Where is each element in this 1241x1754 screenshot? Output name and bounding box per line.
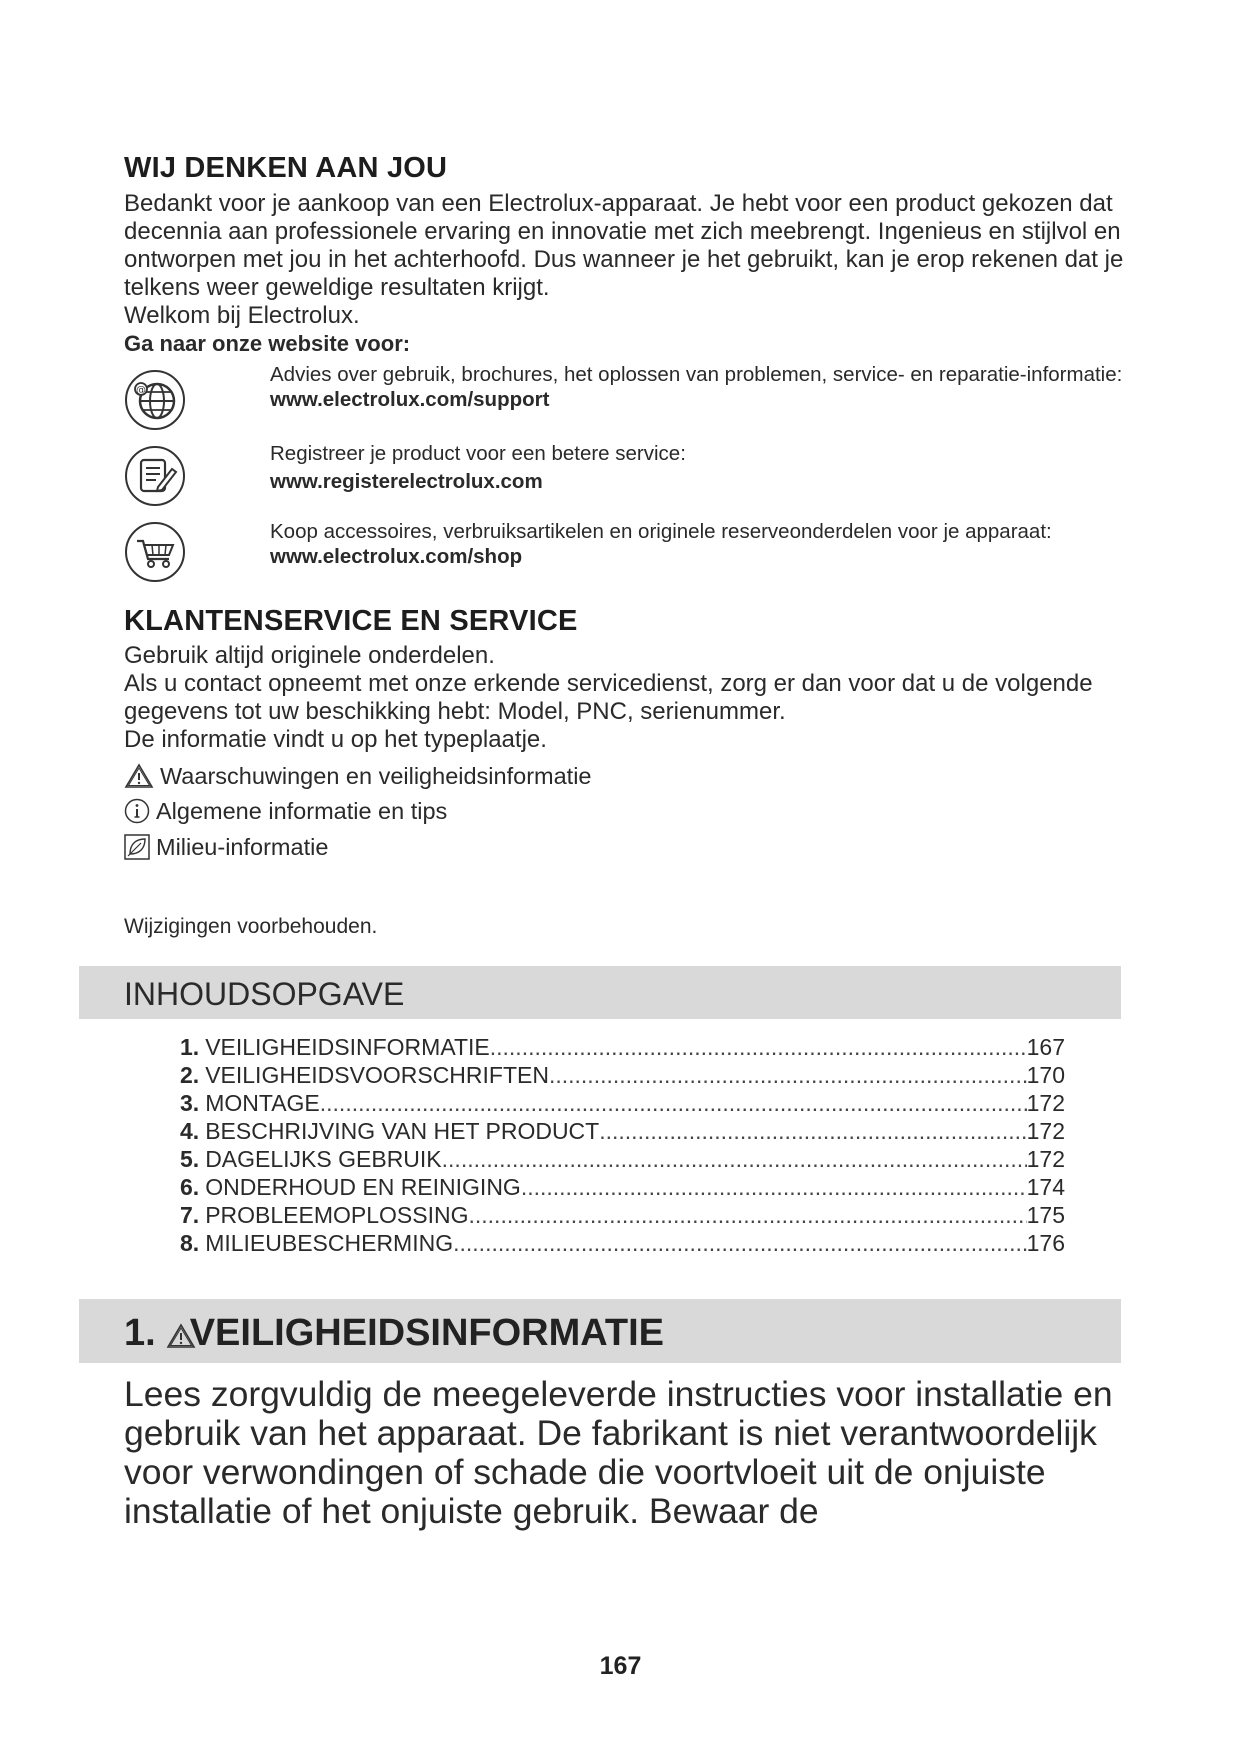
website-label: Ga naar onze website voor:: [124, 331, 411, 356]
legend-environment-label: Milieu-informatie: [156, 834, 329, 860]
toc-item[interactable]: [180, 1201, 1065, 1229]
legend-warning-label: Waarschuwingen en veiligheidsinformatie: [160, 763, 592, 789]
toc-item[interactable]: [180, 1229, 1065, 1257]
toc-leader: [599, 1117, 1026, 1145]
register-description: Registreer je product voor een betere service:: [270, 442, 686, 465]
support-description: Advies over gebruik, brochures, het oplossen van problemen, service- en reparatie-informatie:: [270, 363, 1123, 386]
toc-header-bar: [79, 966, 1121, 1019]
section1-title: VEILIGHEIDSINFORMATIE: [189, 1312, 665, 1354]
page-number: 167: [599, 1652, 642, 1680]
legend-warning: [124, 762, 592, 790]
toc-item-number: 4.: [180, 1118, 200, 1144]
service-line-3: De informatie vindt u op het typeplaatje.: [124, 726, 547, 753]
support-url[interactable]: www.electrolux.com/support: [270, 388, 550, 411]
info-icon: [124, 798, 150, 824]
legend-info-label: Algemene informatie en tips: [156, 798, 448, 824]
toc-item[interactable]: [180, 1061, 1065, 1089]
legend-info: [124, 797, 447, 825]
toc-leader: [469, 1201, 1027, 1229]
section1-header-bar: [79, 1299, 1121, 1363]
toc-item-page: 170: [1026, 1062, 1065, 1088]
toc-item-label: VEILIGHEIDSINFORMATIE: [205, 1034, 490, 1060]
warning-icon: [124, 763, 154, 789]
toc-item[interactable]: [180, 1033, 1065, 1061]
toc-item-page: 172: [1026, 1146, 1065, 1172]
service-title: KLANTENSERVICE EN SERVICE: [124, 605, 578, 637]
toc-item[interactable]: [180, 1173, 1065, 1201]
toc-item-label: ONDERHOUD EN REINIGING: [205, 1174, 521, 1200]
toc-item-number: 3.: [180, 1090, 200, 1116]
service-body: [124, 642, 1134, 754]
section1-title-row: [124, 1312, 664, 1355]
toc-item-number: 6.: [180, 1174, 200, 1200]
toc-item-number: 1.: [180, 1034, 200, 1060]
section1-body: Lees zorgvuldig de meegeleverde instructies voor installatie en gebruik van het apparaat. De fabrikant is niet verantwoordelijk voor verwondingen of schade die voortvloeit uit de onjuiste installatie of het onjuiste gebruik. Bewaar de: [124, 1374, 1113, 1531]
toc-item-number: 7.: [180, 1202, 200, 1228]
register-icon: [124, 445, 186, 507]
toc-item-number: 2.: [180, 1062, 200, 1088]
toc-item-label: BESCHRIJVING VAN HET PRODUCT: [205, 1118, 600, 1144]
toc-item-page: 174: [1026, 1174, 1065, 1200]
toc-item-page: 175: [1026, 1202, 1065, 1228]
toc-item-label: MILIEUBESCHERMING: [205, 1230, 454, 1256]
toc-item-page: 172: [1026, 1090, 1065, 1116]
toc-item[interactable]: [180, 1145, 1065, 1173]
welcome-text: Welkom bij Electrolux.: [124, 302, 360, 329]
leaf-icon: [124, 834, 150, 860]
section1-number: 1.: [124, 1312, 156, 1354]
toc-item-page: 172: [1026, 1118, 1065, 1144]
toc-leader: [490, 1033, 1027, 1061]
toc-item-label: VEILIGHEIDSVOORSCHRIFTEN: [205, 1062, 549, 1088]
register-link-block: [270, 441, 1150, 494]
toc-item[interactable]: [180, 1117, 1065, 1145]
support-link-block: [270, 362, 1150, 412]
register-url[interactable]: www.registerelectrolux.com: [270, 470, 543, 493]
service-line-1: Gebruik altijd originele onderdelen.: [124, 642, 495, 669]
svg-text:@: @: [136, 385, 146, 396]
toc-item-number: 8.: [180, 1230, 200, 1256]
toc-leader: [549, 1061, 1027, 1089]
toc-item-label: DAGELIJKS GEBRUIK: [205, 1146, 442, 1172]
shop-link-block: [270, 519, 1150, 569]
legend-environment: [124, 833, 328, 861]
toc-leader: [453, 1229, 1027, 1257]
globe-icon: [124, 369, 186, 431]
toc-item-label: PROBLEEMOPLOSSING: [205, 1202, 469, 1228]
shop-description: Koop accessoires, verbruiksartikelen en originele reserveonderdelen voor je apparaat:: [270, 520, 1052, 543]
changes-note: Wijzigingen voorbehouden.: [124, 915, 378, 938]
toc-item-label: MONTAGE: [205, 1090, 320, 1116]
toc-item-number: 5.: [180, 1146, 200, 1172]
intro-paragraph: Bedankt voor je aankoop van een Electrolux-apparaat. Je hebt voor een product gekozen dat decennia aan professionele ervaring en innovatie met zich meebrengt. Ingenieus en stijlvol en ontworpen met jou in het achterhoofd. Dus wanneer je het gebruikt, kan je erop rekenen dat je telkens weer geweldige resultaten krijgt.: [124, 190, 1124, 301]
shop-url[interactable]: www.electrolux.com/shop: [270, 545, 523, 568]
table-of-contents: [180, 1033, 1065, 1257]
toc-item[interactable]: [180, 1089, 1065, 1117]
intro-title: WIJ DENKEN AAN JOU: [124, 152, 448, 184]
intro-body: [124, 190, 1134, 358]
toc-leader: [521, 1173, 1027, 1201]
service-line-2: Als u contact opneemt met onze erkende servicedienst, zorg er dan voor dat u de volgende gegevens tot uw beschikking hebt: Model, PNC, serienummer.: [124, 670, 1093, 725]
toc-item-page: 176: [1026, 1230, 1065, 1256]
toc-item-page: 167: [1026, 1034, 1065, 1060]
toc-leader: [442, 1145, 1027, 1173]
cart-icon: [124, 521, 186, 583]
toc-leader: [320, 1089, 1027, 1117]
toc-title: INHOUDSOPGAVE: [124, 976, 405, 1012]
